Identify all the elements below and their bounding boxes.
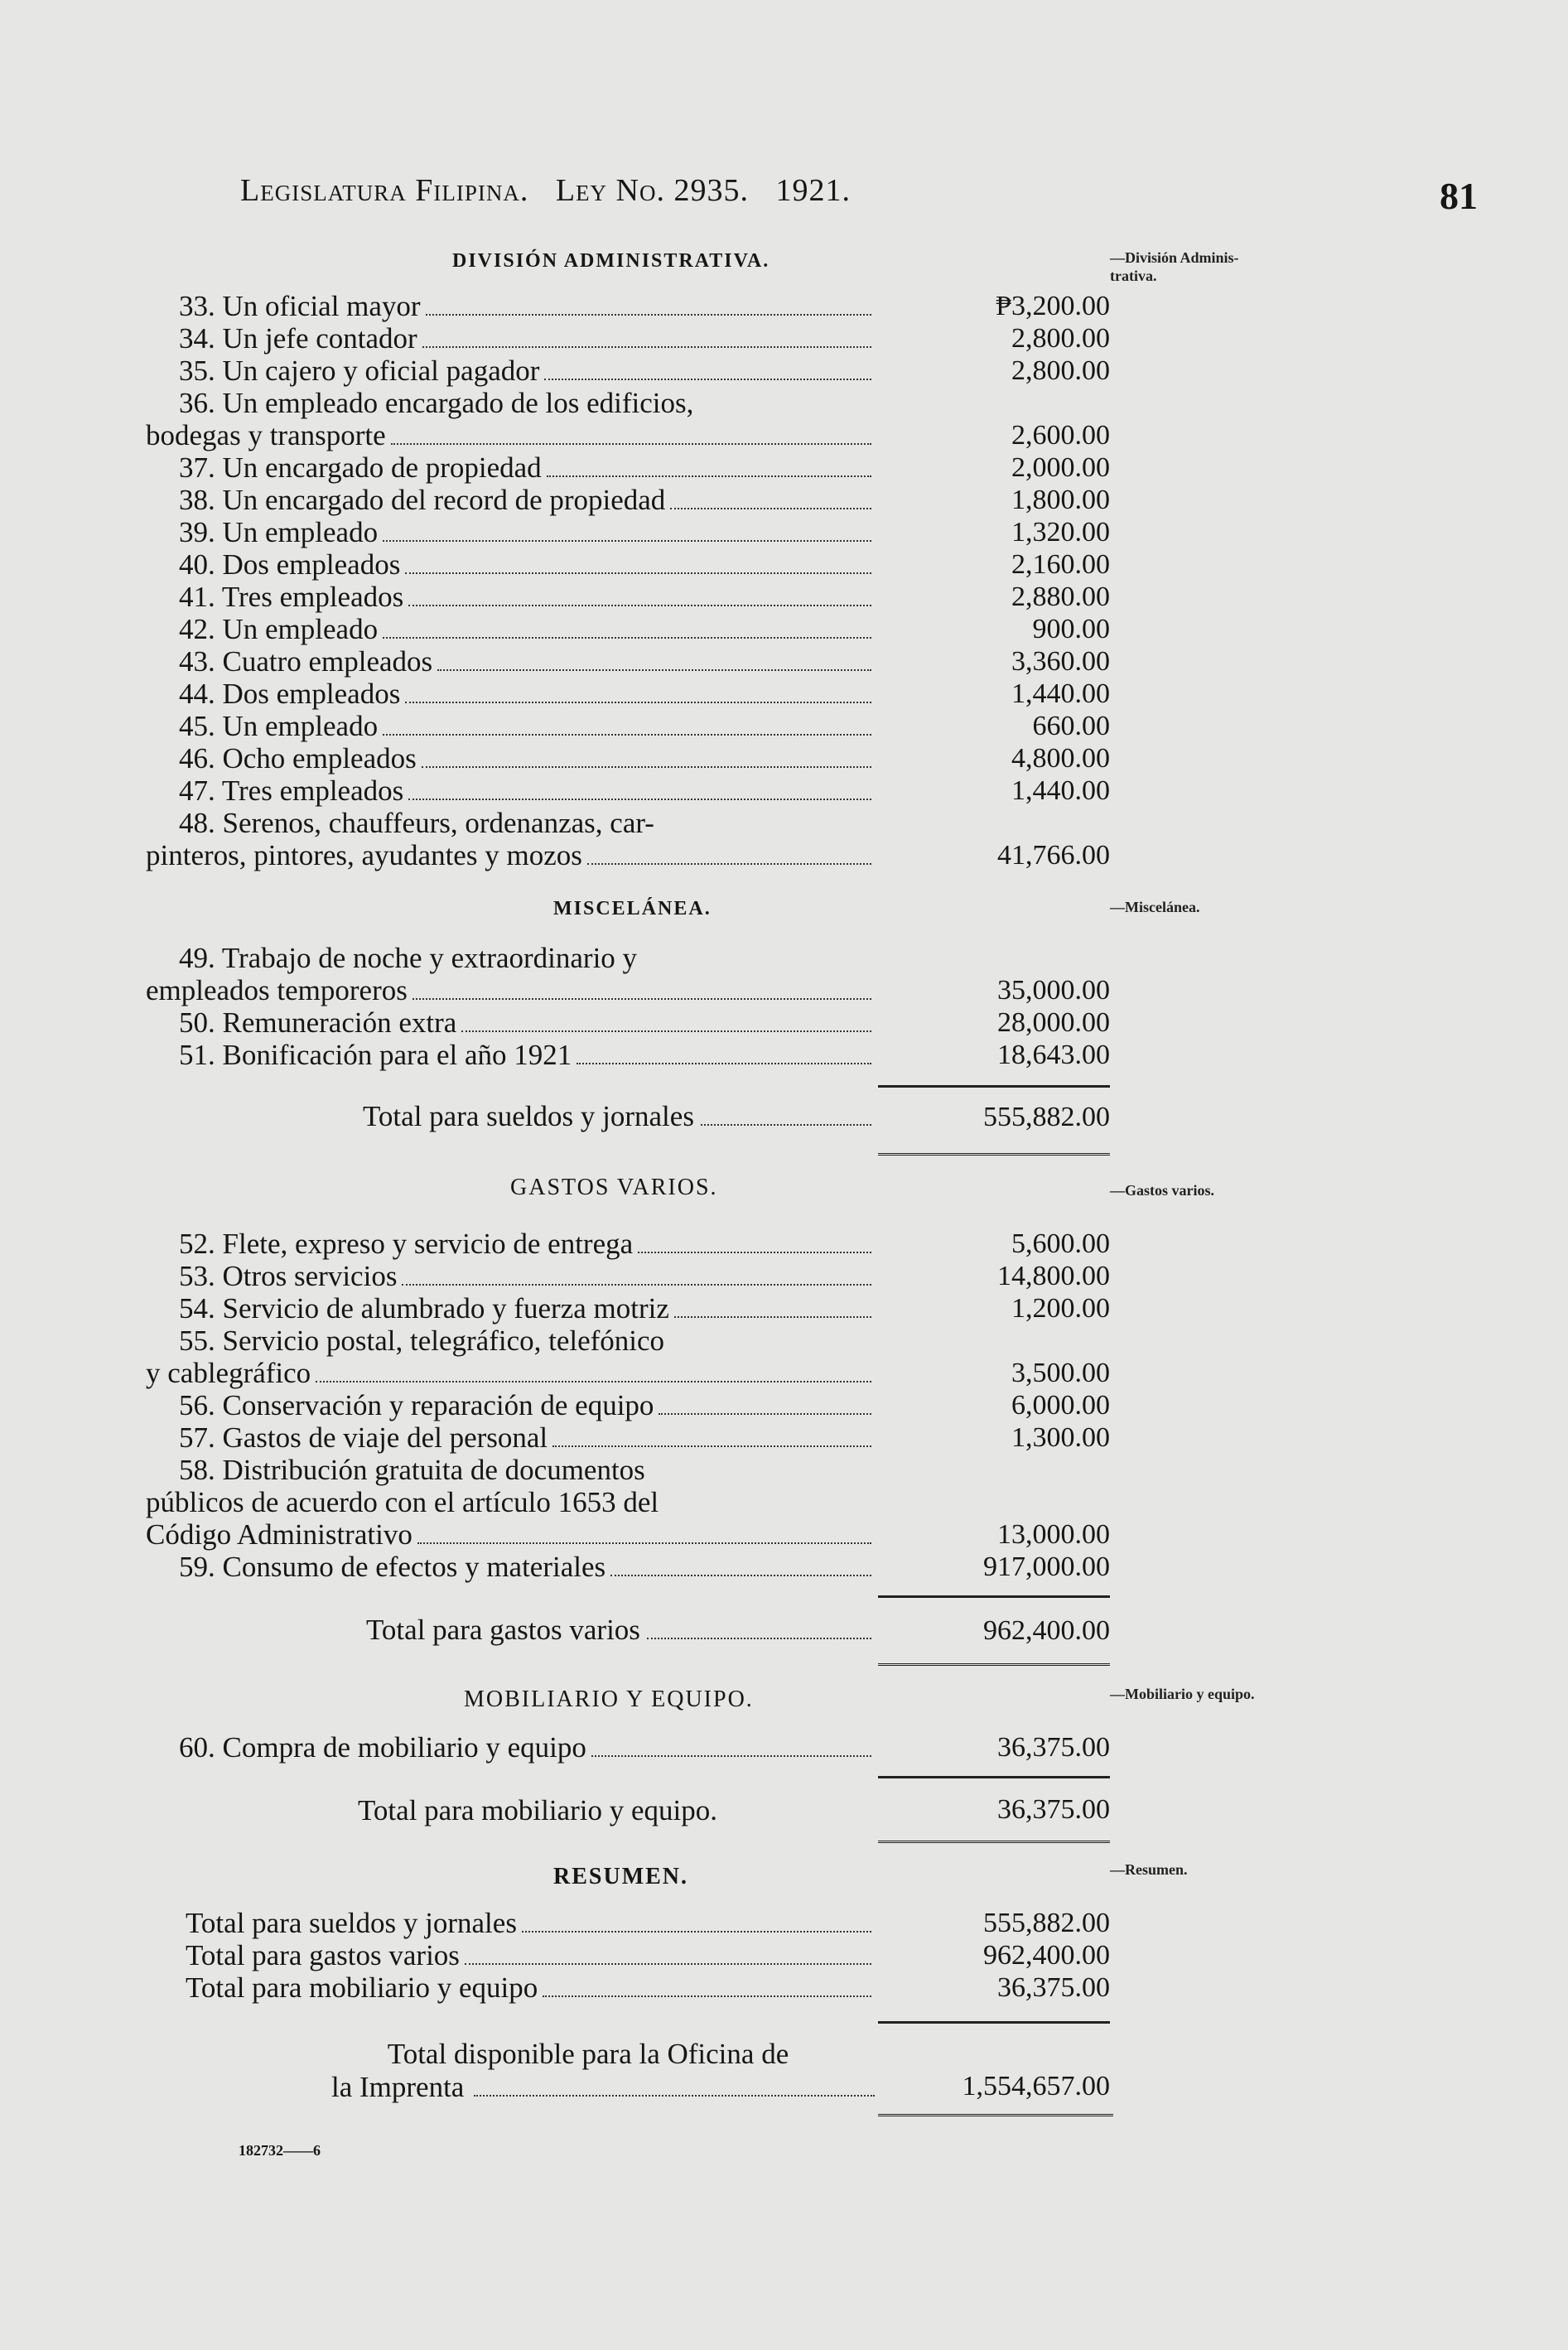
leader-dots bbox=[422, 346, 871, 348]
line-item bbox=[146, 710, 875, 742]
line-item bbox=[146, 484, 875, 516]
total-label-mobiliario: Total para mobiliario y equipo. bbox=[358, 1794, 717, 1826]
line-item-text: 46. Ocho empleados bbox=[179, 742, 417, 774]
line-item-text: 48. Serenos, chauffeurs, ordenanzas, car- bbox=[179, 807, 654, 839]
line-item bbox=[146, 419, 875, 451]
total-amount-sueldos: 555,882.00 bbox=[983, 1102, 1110, 1132]
leader-dots bbox=[383, 734, 871, 736]
line-item-amount: 36,375.00 bbox=[997, 1972, 1110, 2003]
total-line-gastos bbox=[366, 1614, 875, 1647]
total-line-mobiliario bbox=[358, 1794, 875, 1827]
line-item bbox=[146, 548, 875, 581]
section-heading-miscelanea: MISCELÁNEA. bbox=[553, 898, 712, 919]
mobiliario-item-list bbox=[146, 1731, 875, 1764]
line-item-amount: 18,643.00 bbox=[997, 1040, 1110, 1070]
leader-dots bbox=[544, 379, 871, 380]
line-item bbox=[146, 678, 875, 710]
section-heading-resumen: RESUMEN. bbox=[553, 1864, 689, 1889]
line-item-text: 38. Un encargado del record de propiedad bbox=[179, 484, 666, 516]
line-item bbox=[146, 1421, 875, 1454]
total-amount-mobiliario: 36,375.00 bbox=[997, 1794, 1110, 1825]
line-item bbox=[146, 807, 875, 839]
mobiliario-amount-column bbox=[891, 1731, 1110, 1764]
line-item-text: 47. Tres empleados bbox=[179, 774, 404, 807]
margin-note-mobiliario: —Mobiliario y equipo. bbox=[1110, 1686, 1255, 1702]
line-item-text: 51. Bonificación para el año 1921 bbox=[179, 1039, 572, 1071]
leader-dots bbox=[408, 605, 871, 606]
line-item bbox=[146, 1228, 875, 1260]
line-item-amount bbox=[891, 387, 1110, 419]
resumen-amount-column bbox=[891, 1907, 1110, 2004]
leader-dots bbox=[402, 1284, 871, 1286]
line-item bbox=[146, 1260, 875, 1292]
line-item-text: 55. Servicio postal, telegráfico, telefónico bbox=[179, 1325, 665, 1357]
line-item-text: y cablegráfico bbox=[146, 1357, 311, 1389]
gastos-amount-column bbox=[891, 1228, 1110, 1583]
total-label-sueldos: Total para sueldos y jornales bbox=[363, 1100, 694, 1132]
line-item-text: 56. Conservación y reparación de equipo bbox=[179, 1389, 654, 1421]
line-item-text: Total para mobiliario y equipo bbox=[186, 1971, 538, 2004]
line-item bbox=[146, 1325, 875, 1357]
grand-total-amount: 1,554,657.00 bbox=[962, 2071, 1110, 2101]
line-item bbox=[146, 1454, 875, 1486]
line-item-text: 33. Un oficial mayor bbox=[179, 290, 421, 322]
line-item bbox=[146, 1292, 875, 1325]
line-item bbox=[146, 387, 875, 419]
line-item-text: 59. Consumo de efectos y materiales bbox=[179, 1551, 606, 1583]
line-item-text: empleados temporeros bbox=[146, 974, 408, 1006]
line-item-text: públicos de acuerdo con el artículo 1653 del bbox=[146, 1486, 659, 1518]
leader-dots bbox=[383, 540, 871, 542]
margin-note-miscelanea: —Miscelánea. bbox=[1110, 899, 1200, 915]
line-item bbox=[146, 1039, 875, 1071]
line-item-amount: ₱3,200.00 bbox=[996, 291, 1110, 321]
line-item-text: 34. Un jefe contador bbox=[179, 322, 417, 355]
leader-dots bbox=[577, 1063, 871, 1064]
total-line-sueldos bbox=[363, 1100, 875, 1133]
line-item-amount: 35,000.00 bbox=[997, 975, 1110, 1006]
division-item-list bbox=[146, 290, 875, 871]
line-item-text: 60. Compra de mobiliario y equipo bbox=[179, 1731, 586, 1764]
line-item-text: Total para gastos varios bbox=[186, 1939, 460, 1971]
line-item-amount: 4,800.00 bbox=[1011, 743, 1110, 774]
grand-total-line2: la Imprenta bbox=[331, 2071, 465, 2103]
margin-note-gastos: —Gastos varios. bbox=[1110, 1182, 1214, 1199]
line-item-amount: 2,800.00 bbox=[1011, 355, 1110, 386]
leader-dots bbox=[461, 1030, 871, 1032]
miscelanea-item-list bbox=[146, 942, 875, 1071]
line-item-text: 45. Un empleado bbox=[179, 710, 379, 742]
line-item bbox=[186, 1939, 875, 1971]
running-head-legislature: Legislatura Filipina. bbox=[240, 173, 529, 208]
line-item bbox=[186, 1907, 875, 1939]
grand-total-line2-row bbox=[298, 2071, 878, 2104]
leader-dots bbox=[422, 766, 871, 768]
leader-dots bbox=[408, 799, 871, 800]
leader-dots bbox=[316, 1381, 871, 1382]
division-amount-column bbox=[891, 290, 1110, 871]
line-item-amount: 1,300.00 bbox=[1011, 1422, 1110, 1453]
line-item bbox=[146, 839, 875, 871]
line-item-amount: 1,440.00 bbox=[1011, 678, 1110, 709]
line-item-text: 36. Un empleado encargado de los edificios, bbox=[179, 387, 694, 419]
line-item-amount: 1,200.00 bbox=[1011, 1293, 1110, 1324]
line-item-amount: 917,000.00 bbox=[983, 1551, 1110, 1582]
running-head bbox=[240, 172, 869, 209]
line-item-amount: 2,160.00 bbox=[1011, 549, 1110, 580]
line-item bbox=[146, 451, 875, 484]
leader-dots bbox=[587, 863, 871, 865]
line-item-text: Código Administrativo bbox=[146, 1518, 413, 1551]
line-item bbox=[146, 1518, 875, 1551]
line-item bbox=[146, 1357, 875, 1389]
grand-total-line1: Total disponible para la Oficina de bbox=[387, 2038, 789, 2070]
leader-dots bbox=[543, 1995, 871, 1997]
section-heading-division: DIVISIÓN ADMINISTRATIVA. bbox=[452, 250, 770, 272]
line-item-text: bodegas y transporte bbox=[146, 419, 386, 451]
line-item-text: 39. Un empleado bbox=[179, 516, 379, 548]
line-item bbox=[146, 1731, 875, 1764]
line-item-amount: 14,800.00 bbox=[997, 1261, 1110, 1291]
section-heading-mobiliario: MOBILIARIO Y EQUIPO. bbox=[464, 1686, 754, 1712]
leader-dots bbox=[465, 1963, 871, 1965]
double-rule-grand-total bbox=[878, 2114, 1113, 2120]
line-item-amount: 660.00 bbox=[1032, 711, 1110, 741]
line-item-text: 50. Remuneración extra bbox=[179, 1006, 457, 1039]
double-rule-mobiliario bbox=[878, 1841, 1110, 1846]
margin-note-division-line2: trativa. bbox=[1110, 268, 1157, 284]
line-item bbox=[146, 581, 875, 613]
line-item-amount: 962,400.00 bbox=[983, 1940, 1110, 1971]
double-rule-sueldos bbox=[878, 1153, 1110, 1159]
line-item bbox=[146, 942, 875, 974]
margin-note-resumen: —Resumen. bbox=[1110, 1861, 1188, 1878]
margin-note-division bbox=[1110, 249, 1239, 285]
line-item-amount: 1,320.00 bbox=[1011, 517, 1110, 548]
line-item bbox=[146, 974, 875, 1006]
line-item-text: 35. Un cajero y oficial pagador bbox=[179, 355, 540, 387]
line-item bbox=[146, 1006, 875, 1039]
running-head-law: Ley No. 2935. bbox=[555, 173, 749, 208]
leader-dots bbox=[474, 2095, 875, 2097]
line-item-text: 40. Dos empleados bbox=[179, 548, 401, 581]
leader-dots bbox=[610, 1575, 871, 1576]
leader-dots bbox=[383, 637, 871, 639]
leader-dots bbox=[405, 572, 871, 574]
total-amount-gastos: 962,400.00 bbox=[983, 1615, 1110, 1646]
line-item-text: 57. Gastos de viaje del personal bbox=[179, 1421, 548, 1454]
line-item bbox=[146, 355, 875, 387]
line-item bbox=[146, 645, 875, 678]
line-item-amount bbox=[891, 1454, 1110, 1486]
line-item-text: 42. Un empleado bbox=[179, 613, 379, 645]
leader-dots bbox=[413, 998, 871, 1000]
leader-dots bbox=[417, 1542, 871, 1544]
line-item-text: 37. Un encargado de propiedad bbox=[179, 451, 542, 484]
line-item bbox=[146, 613, 875, 645]
leader-dots bbox=[426, 314, 871, 316]
subtotal-rule-miscelanea bbox=[878, 1085, 1110, 1088]
line-item-amount: 2,880.00 bbox=[1011, 581, 1110, 612]
running-head-year: 1921. bbox=[775, 173, 851, 208]
leader-dots bbox=[701, 1124, 871, 1126]
printer-signature-mark: 182732——6 bbox=[239, 2142, 321, 2159]
leader-dots bbox=[552, 1445, 871, 1447]
line-item bbox=[146, 1389, 875, 1421]
line-item-amount: 3,500.00 bbox=[1011, 1358, 1110, 1388]
leader-dots bbox=[659, 1413, 871, 1415]
line-item-amount: 41,766.00 bbox=[997, 840, 1110, 871]
leader-dots bbox=[647, 1638, 871, 1639]
subtotal-rule-gastos bbox=[878, 1595, 1110, 1598]
line-item-text: 44. Dos empleados bbox=[179, 678, 401, 710]
line-item-amount: 36,375.00 bbox=[997, 1732, 1110, 1763]
leader-dots bbox=[437, 669, 871, 671]
line-item-amount: 28,000.00 bbox=[997, 1007, 1110, 1038]
miscelanea-amount-column bbox=[891, 942, 1110, 1071]
line-item-amount bbox=[891, 1325, 1110, 1357]
line-item bbox=[146, 290, 875, 322]
leader-dots bbox=[405, 702, 871, 703]
line-item bbox=[146, 774, 875, 807]
double-rule-gastos bbox=[878, 1663, 1110, 1669]
line-item-amount: 1,440.00 bbox=[1011, 775, 1110, 806]
line-item-text: pinteros, pintores, ayudantes y mozos bbox=[146, 839, 582, 871]
line-item-text: 53. Otros servicios bbox=[179, 1260, 398, 1292]
leader-dots bbox=[522, 1931, 871, 1933]
line-item bbox=[146, 1486, 875, 1518]
page-number: 81 bbox=[1440, 175, 1478, 217]
line-item bbox=[146, 516, 875, 548]
leader-dots bbox=[638, 1252, 871, 1253]
line-item-amount: 13,000.00 bbox=[997, 1519, 1110, 1550]
resumen-item-list bbox=[186, 1907, 875, 2004]
leader-dots bbox=[674, 1316, 871, 1318]
line-item-amount: 2,800.00 bbox=[1011, 323, 1110, 354]
line-item bbox=[146, 1551, 875, 1583]
subtotal-rule-mobiliario bbox=[878, 1776, 1110, 1778]
line-item-text: 52. Flete, expreso y servicio de entrega bbox=[179, 1228, 634, 1260]
line-item bbox=[186, 1971, 875, 2004]
subtotal-rule-resumen bbox=[878, 2021, 1110, 2024]
section-heading-gastos: GASTOS VARIOS. bbox=[510, 1175, 718, 1200]
line-item-amount: 3,360.00 bbox=[1011, 646, 1110, 677]
total-label-gastos: Total para gastos varios bbox=[366, 1614, 640, 1646]
leader-dots bbox=[391, 443, 871, 445]
line-item-amount bbox=[891, 942, 1110, 974]
line-item bbox=[146, 322, 875, 355]
line-item-text: 58. Distribución gratuita de documentos bbox=[179, 1454, 645, 1486]
line-item-text: 43. Cuatro empleados bbox=[179, 645, 433, 678]
line-item-amount: 900.00 bbox=[1032, 614, 1110, 644]
line-item-amount: 2,000.00 bbox=[1011, 452, 1110, 483]
grand-total-label bbox=[298, 2038, 878, 2104]
line-item-amount: 1,800.00 bbox=[1011, 485, 1110, 515]
gastos-item-list bbox=[146, 1228, 875, 1583]
line-item-amount: 2,600.00 bbox=[1011, 420, 1110, 451]
line-item-amount bbox=[891, 807, 1110, 839]
line-item-text: 49. Trabajo de noche y extraordinario y bbox=[179, 942, 638, 974]
line-item-text: 41. Tres empleados bbox=[179, 581, 404, 613]
line-item-text: Total para sueldos y jornales bbox=[186, 1907, 517, 1939]
margin-note-division-line1: —División Adminis- bbox=[1110, 249, 1239, 266]
line-item-text: 54. Servicio de alumbrado y fuerza motriz bbox=[179, 1292, 669, 1325]
line-item-amount: 6,000.00 bbox=[1011, 1390, 1110, 1421]
leader-dots bbox=[670, 508, 871, 509]
line-item-amount bbox=[891, 1486, 1110, 1518]
line-item-amount: 5,600.00 bbox=[1011, 1228, 1110, 1259]
leader-dots bbox=[547, 475, 871, 477]
leader-dots bbox=[591, 1755, 871, 1757]
line-item-amount: 555,882.00 bbox=[983, 1908, 1110, 1938]
line-item bbox=[146, 742, 875, 774]
